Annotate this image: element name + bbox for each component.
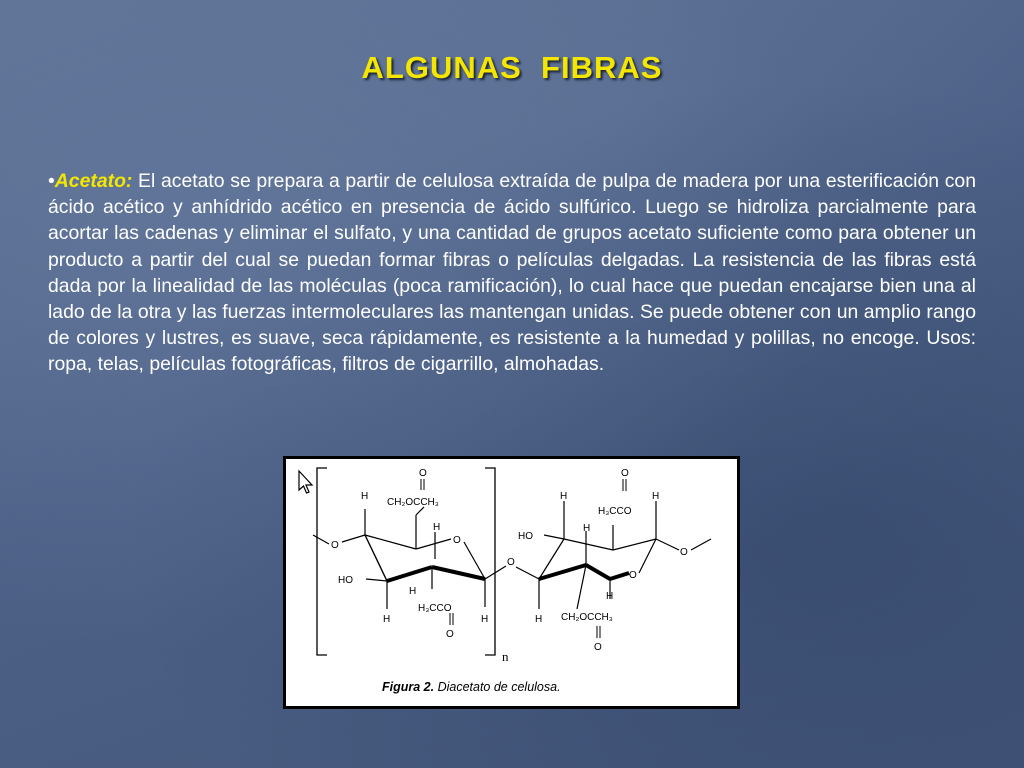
svg-text:H: H: [361, 491, 369, 502]
left-bracket: [317, 468, 327, 655]
svg-text:O: O: [621, 468, 629, 479]
right-bracket: [485, 468, 495, 655]
figure-diacetato: [283, 456, 740, 709]
right-ring-labels: [518, 468, 688, 653]
svg-text:O: O: [507, 557, 515, 568]
caption-text: Diacetato de celulosa.: [434, 680, 561, 694]
svg-text:O: O: [453, 535, 461, 546]
mouse-cursor-icon: [299, 471, 312, 493]
term-acetato: Acetato:: [54, 170, 133, 192]
svg-text:CH₂OCCH₃: CH₂OCCH₃: [561, 612, 613, 623]
left-ring-labels: [331, 468, 515, 640]
svg-text:H: H: [409, 586, 417, 597]
svg-text:H: H: [606, 591, 614, 602]
cellulose-diacetate-structure: [286, 459, 737, 706]
svg-text:HO: HO: [518, 531, 533, 542]
svg-text:H: H: [583, 523, 591, 534]
svg-text:H: H: [433, 522, 441, 533]
svg-text:H₃CCO: H₃CCO: [418, 603, 452, 614]
svg-text:O: O: [446, 629, 454, 640]
svg-text:O: O: [629, 570, 637, 581]
svg-text:O: O: [331, 540, 339, 551]
right-glucose-ring: [516, 479, 711, 638]
svg-text:H: H: [535, 614, 543, 625]
caption-label: Figura 2.: [382, 680, 435, 694]
figure-caption: [382, 680, 561, 694]
repeat-subscript: n: [502, 649, 509, 664]
paragraph-text: El acetato se prepara a partir de celulosa extraída de pulpa de madera por una esterificación con ácido acético y anhídrido acético en presencia de ácido sulfúrico. Luego se hidroliza parcialmente para acortar las cadenas y eliminar el sulfato, y una cantidad de grupos acetato suficiente como para obtener un producto a partir del cual se puedan formar fibras o películas delgadas. La resistencia de las fibras está dada por la linealidad de las moléculas (poca ramificación), lo cual hace que puedan encajarse bien una al lado de la otra y las fuerzas intermoleculares las mantengan unidas. Se puede obtener con un amplio rango de colores y lustres, es suave, seca rápidamente, es resistente a la humedad y polillas, no encoge. Usos: ropa, telas, películas fotográficas, filtros de cigarrillo, almohadas.: [48, 170, 976, 376]
svg-text:H: H: [560, 491, 568, 502]
svg-text:H₃CCO: H₃CCO: [598, 506, 632, 517]
svg-text:O: O: [594, 642, 602, 653]
svg-text:H: H: [481, 614, 489, 625]
bullet-icon: •: [48, 170, 55, 192]
svg-text:H: H: [652, 491, 660, 502]
svg-text:O: O: [680, 547, 688, 558]
body-paragraph: [48, 168, 976, 378]
svg-text:O: O: [419, 468, 427, 479]
svg-text:H: H: [383, 614, 391, 625]
svg-text:CH₂OCCH₃: CH₂OCCH₃: [387, 497, 439, 508]
slide-title: ALGUNAS FIBRAS: [361, 50, 663, 85]
svg-text:HO: HO: [338, 575, 353, 586]
